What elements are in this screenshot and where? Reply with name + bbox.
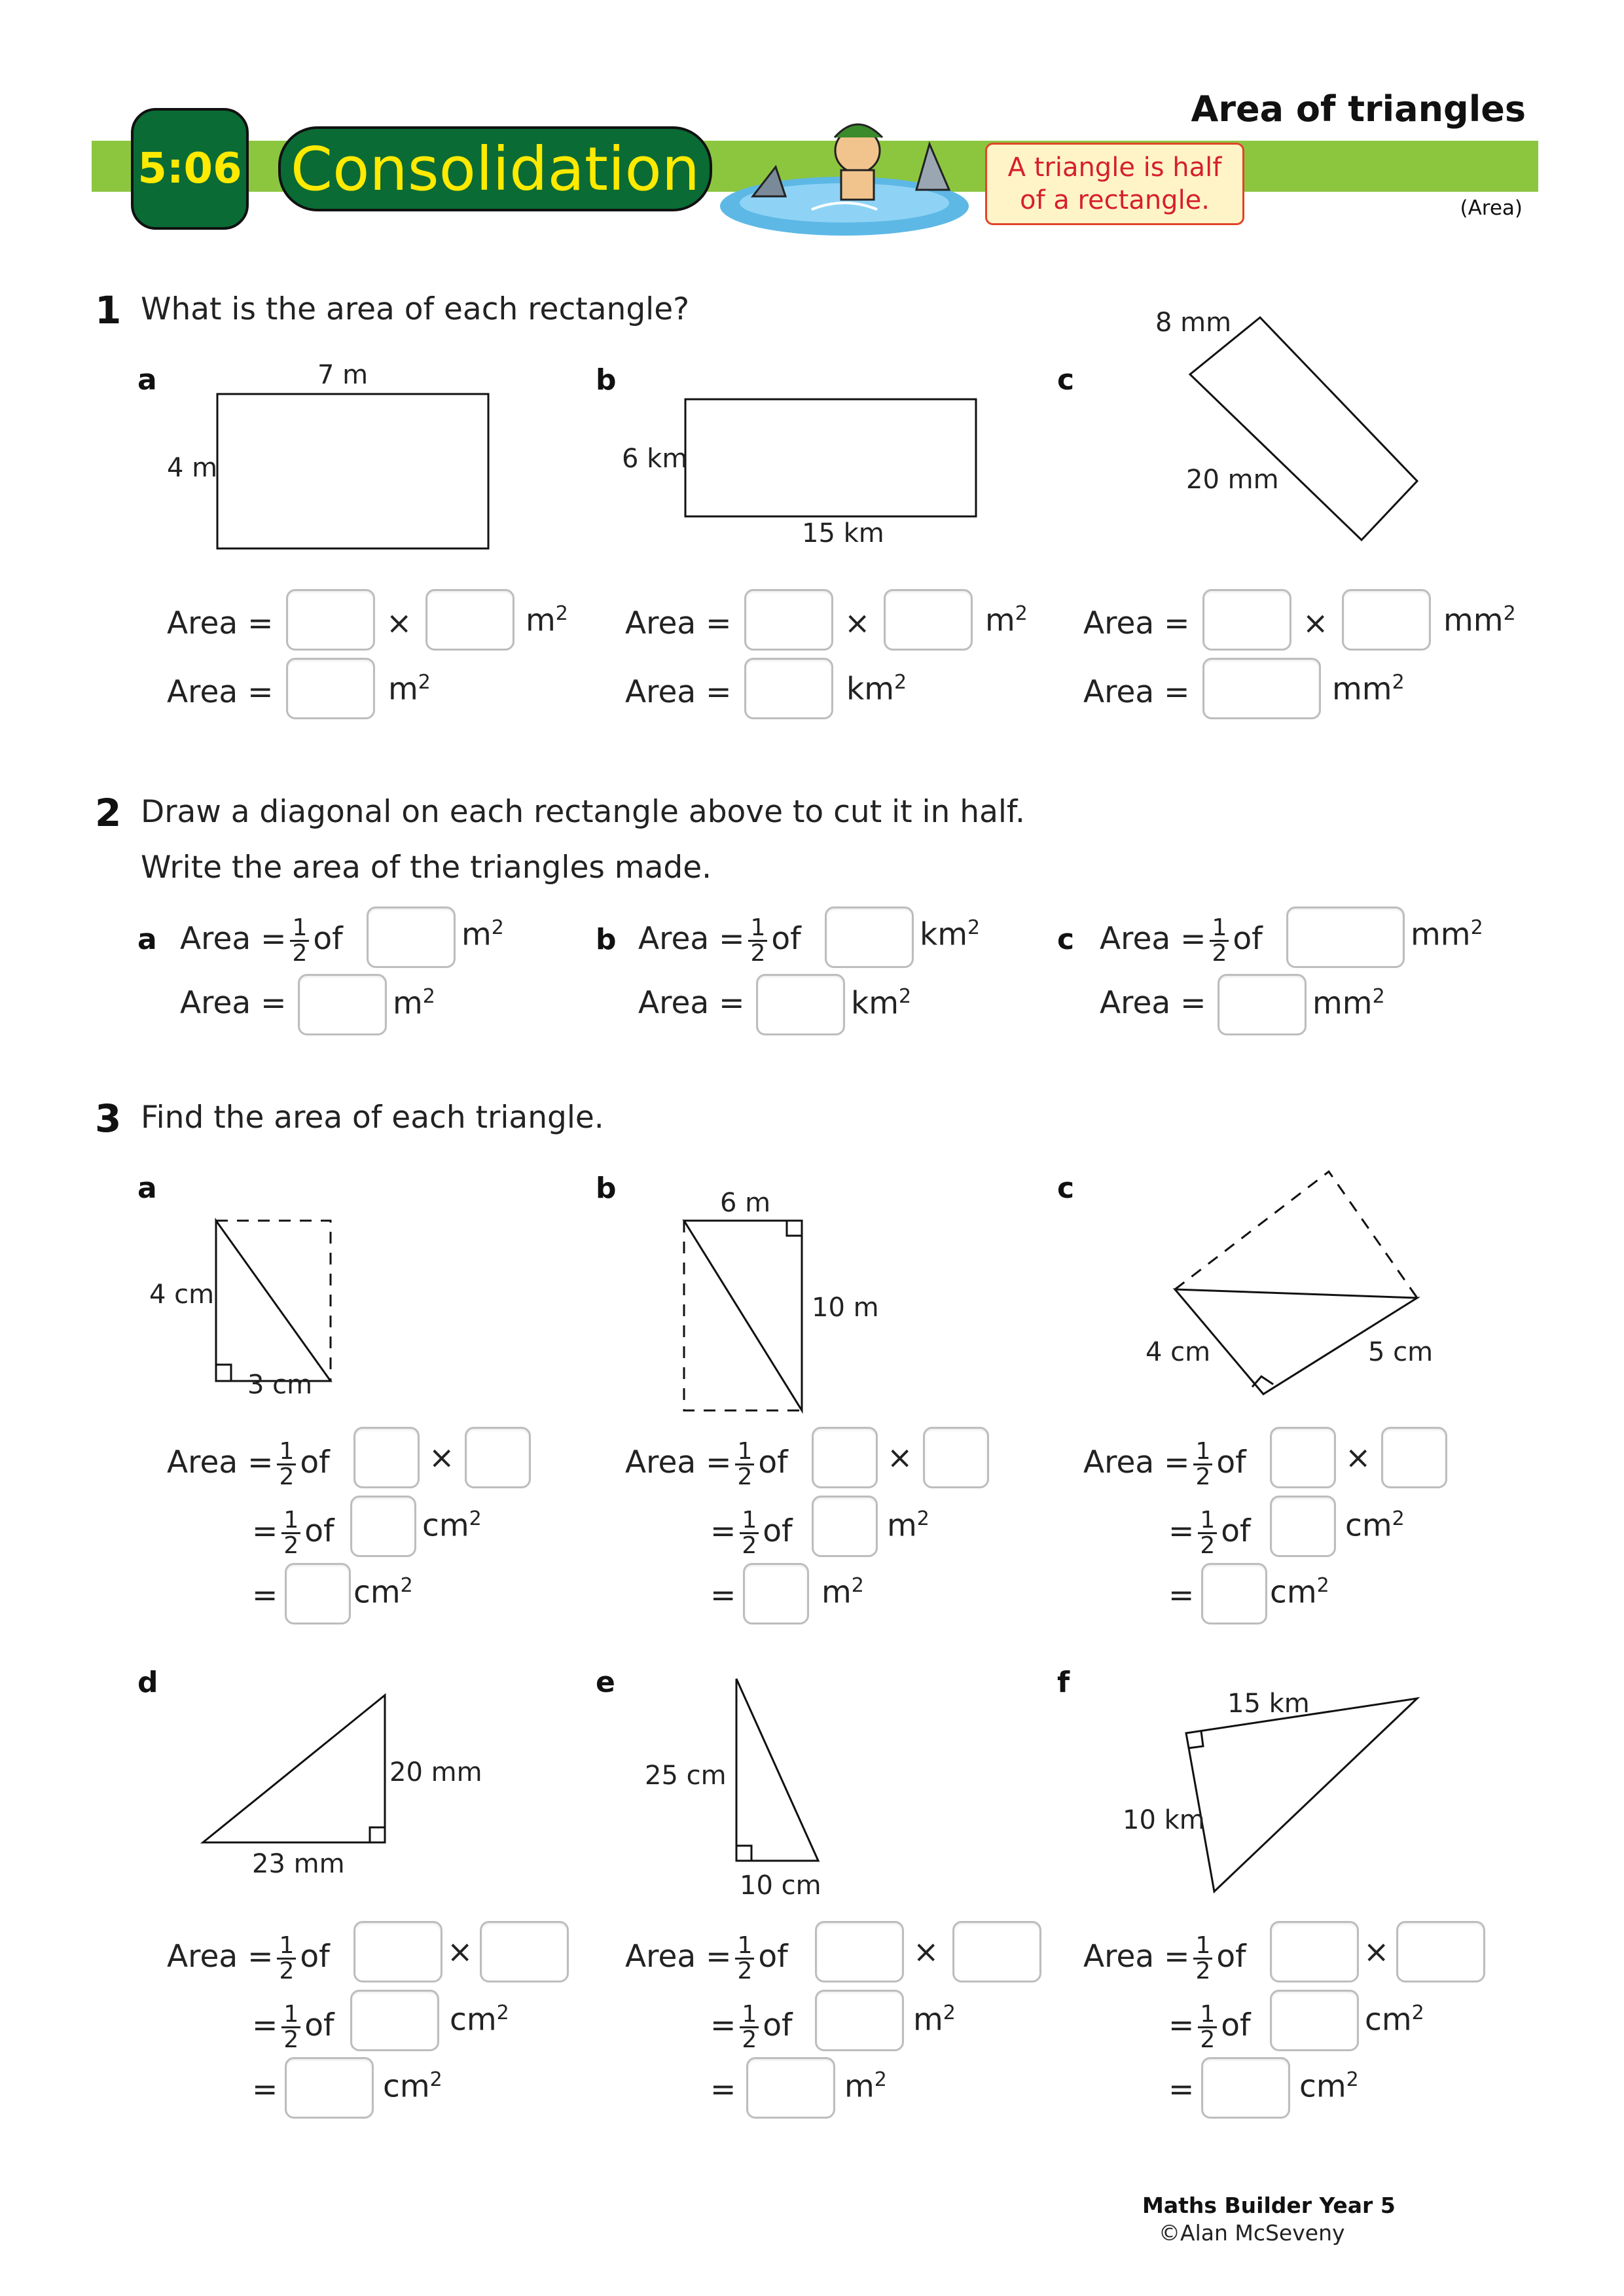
q3a-triangle — [213, 1217, 344, 1388]
q3d-height-box[interactable] — [480, 1921, 569, 1982]
denominator: 2 — [1195, 1463, 1211, 1490]
q3a-line-3: = — [252, 1577, 278, 1613]
squared: 2 — [1372, 985, 1385, 1008]
denominator: 2 — [737, 1463, 753, 1490]
q3c-line-2 — [1168, 1509, 1251, 1558]
squared: 2 — [899, 985, 912, 1008]
question-1-number: 1 — [95, 288, 122, 332]
numerator: 1 — [277, 1440, 296, 1465]
q3e-base-label: 10 cm — [740, 1871, 821, 1901]
q1a-area-eq-1: Area = — [167, 605, 274, 641]
denominator: 2 — [750, 940, 766, 967]
q1a-length-box[interactable] — [286, 589, 375, 651]
numerator: 1 — [1193, 1440, 1212, 1465]
q1b-area-eq-2: Area = — [625, 674, 732, 710]
footer-book-title: Maths Builder Year 5 — [1142, 2193, 1396, 2218]
squared: 2 — [916, 1507, 929, 1530]
denominator: 2 — [1212, 940, 1227, 967]
area-label: Area = — [1083, 1444, 1190, 1480]
q3b-answer-box[interactable] — [743, 1563, 809, 1624]
q3c-product-box[interactable] — [1270, 1496, 1336, 1557]
squared: 2 — [967, 916, 981, 939]
half-fraction — [281, 1509, 300, 1558]
q3d-unit-1 — [450, 2001, 509, 2038]
of-label: of — [758, 1444, 788, 1480]
q2c-rect-area-box[interactable] — [1286, 906, 1405, 968]
denominator: 2 — [283, 1532, 299, 1559]
denominator: 2 — [1200, 2026, 1216, 2053]
q1b-times: × — [844, 605, 871, 641]
q3c-unit-2 — [1270, 1574, 1329, 1611]
q3a-product-box[interactable] — [350, 1496, 416, 1557]
q2c-triangle-area-box[interactable] — [1218, 974, 1307, 1035]
unit: m — [887, 1507, 917, 1544]
q2c-unit-2 — [1312, 985, 1385, 1022]
unit: cm — [383, 2068, 430, 2105]
q1c-times: × — [1303, 605, 1329, 641]
squared: 2 — [1316, 1574, 1329, 1597]
q3e-triangle — [733, 1676, 825, 1865]
half-fraction — [1210, 916, 1229, 965]
of-label: of — [304, 2007, 334, 2043]
q1c-area-eq-1: Area = — [1083, 605, 1190, 641]
q2a-line-2: Area = — [180, 985, 287, 1021]
q3b-product-box[interactable] — [812, 1496, 878, 1557]
squared: 2 — [418, 671, 431, 694]
question-2-text-1: Draw a diagonal on each rectangle above to cut it in half. — [141, 794, 1025, 830]
half-fraction — [277, 1440, 296, 1489]
numerator: 1 — [1193, 1934, 1212, 1960]
q1b-rectangle — [684, 398, 979, 519]
of-label: of — [1221, 2007, 1251, 2043]
q3d-base-label: 23 mm — [252, 1849, 345, 1879]
q2a-rect-area-box[interactable] — [367, 906, 456, 968]
q3f-line-3: = — [1168, 2072, 1195, 2108]
q3a-height-label: 4 cm — [149, 1280, 215, 1310]
q2c-letter: c — [1057, 923, 1075, 956]
q3e-unit-2 — [844, 2068, 887, 2105]
squared: 2 — [491, 916, 504, 939]
q3f-unit-1 — [1365, 2001, 1424, 2038]
unit: m — [388, 671, 418, 708]
q3b-unit-1 — [887, 1507, 929, 1544]
q3e-answer-box[interactable] — [746, 2057, 835, 2119]
q2a-unit-1 — [461, 916, 504, 953]
q1a-area-eq-2: Area = — [167, 674, 274, 710]
q2b-line-1 — [638, 916, 801, 965]
unit: m — [821, 1574, 852, 1611]
page-title: Area of triangles — [1191, 88, 1526, 130]
area-label: Area = — [625, 1444, 732, 1480]
numerator: 1 — [735, 1440, 754, 1465]
of-label: of — [758, 1939, 788, 1975]
q1a-height-label: 4 m — [167, 453, 218, 483]
section-banner: Consolidation — [278, 126, 712, 211]
numerator: 1 — [735, 1934, 754, 1960]
squared: 2 — [1015, 602, 1028, 625]
q3a-line-2 — [252, 1509, 334, 1558]
unit: m — [844, 2068, 875, 2105]
squared: 2 — [874, 2068, 887, 2091]
squared: 2 — [943, 2001, 956, 2024]
unit: mm — [1332, 671, 1392, 708]
tip-line-1: A triangle is half — [1007, 152, 1222, 183]
squared: 2 — [469, 1507, 482, 1530]
denominator: 2 — [279, 1463, 295, 1490]
q1b-area-eq-1: Area = — [625, 605, 732, 641]
q3f-unit-2 — [1299, 2068, 1359, 2105]
q3b-times: × — [887, 1440, 913, 1476]
q3c-height-box[interactable] — [1381, 1427, 1447, 1488]
q3b-line-2 — [710, 1509, 793, 1558]
unit: m — [393, 985, 423, 1022]
q3e-height-label: 25 cm — [645, 1761, 727, 1791]
q3b-triangle — [681, 1217, 812, 1414]
q3b-height-label: 10 m — [812, 1293, 879, 1323]
q3c-base-box[interactable] — [1270, 1427, 1336, 1488]
q1a-letter: a — [137, 363, 157, 397]
q3e-line-2 — [710, 2003, 793, 2052]
unit: mm — [1312, 985, 1373, 1022]
q3d-line-1 — [167, 1934, 330, 1983]
squared: 2 — [894, 671, 907, 694]
q2b-line-2: Area = — [638, 985, 745, 1021]
squared: 2 — [1392, 1507, 1405, 1530]
q2b-unit-2 — [851, 985, 911, 1022]
unit: cm — [1365, 2001, 1412, 2038]
q3a-base-box[interactable] — [353, 1427, 420, 1488]
question-3-number: 3 — [95, 1096, 122, 1141]
q3c-side2-label: 5 cm — [1368, 1337, 1434, 1367]
unit: km — [920, 916, 968, 953]
of-label: of — [1233, 921, 1263, 957]
q3d-line-2 — [252, 2003, 334, 2052]
q3a-unit-1 — [422, 1507, 482, 1544]
q1a-width-box[interactable] — [425, 589, 514, 651]
q2c-line-2: Area = — [1100, 985, 1206, 1021]
q2b-triangle-area-box[interactable] — [756, 974, 845, 1035]
q2b-rect-area-box[interactable] — [825, 906, 914, 968]
q1c-area-box[interactable] — [1202, 658, 1321, 719]
denominator: 2 — [742, 1532, 757, 1559]
denominator: 2 — [292, 940, 308, 967]
unit: cm — [1345, 1507, 1392, 1544]
unit: m — [526, 602, 556, 639]
q3b-base-box[interactable] — [812, 1427, 878, 1488]
q3d-base-box[interactable] — [353, 1921, 442, 1982]
equals: = — [710, 2007, 736, 2043]
q3f-side-label: 10 km — [1123, 1805, 1205, 1835]
q1b-width-box[interactable] — [884, 589, 973, 651]
of-label: of — [1216, 1939, 1246, 1975]
numerator: 1 — [748, 916, 767, 942]
q3c-answer-box[interactable] — [1201, 1563, 1267, 1624]
area-label: Area = — [180, 921, 287, 957]
q3f-answer-box[interactable] — [1201, 2057, 1290, 2119]
numerator: 1 — [277, 1934, 296, 1960]
squared: 2 — [1411, 2001, 1424, 2024]
half-fraction — [1193, 1440, 1212, 1489]
denominator: 2 — [737, 1958, 753, 1984]
squared: 2 — [555, 602, 568, 625]
question-2-number: 2 — [95, 791, 122, 835]
q3f-base-box[interactable] — [1270, 1921, 1359, 1982]
q1c-rectangle — [1178, 314, 1427, 550]
q3e-product-box[interactable] — [815, 1990, 904, 2051]
section-badge: 5:06 — [131, 108, 249, 230]
of-label: of — [300, 1444, 330, 1480]
q3c-line-1 — [1083, 1440, 1246, 1489]
numerator: 1 — [290, 916, 309, 942]
q3f-height-box[interactable] — [1396, 1921, 1485, 1982]
squared: 2 — [422, 985, 435, 1008]
q2a-line-1 — [180, 916, 343, 965]
q3e-times: × — [913, 1934, 939, 1970]
q3b-top-label: 6 m — [720, 1188, 771, 1218]
area-label: Area = — [1083, 1939, 1190, 1975]
q2a-letter: a — [137, 923, 157, 956]
squared: 2 — [851, 1574, 864, 1597]
numerator: 1 — [1198, 2003, 1217, 2028]
unit: km — [851, 985, 899, 1022]
area-label: Area = — [167, 1444, 274, 1480]
q3b-line-3: = — [710, 1577, 736, 1613]
unit: cm — [1299, 2068, 1346, 2105]
q3d-triangle — [200, 1692, 393, 1849]
q3a-line-1 — [167, 1440, 330, 1489]
half-fraction — [290, 916, 309, 965]
q3b-letter: b — [596, 1172, 617, 1205]
q3e-line-1 — [625, 1934, 788, 1983]
footer-copyright: ©Alan McSeveny — [1159, 2220, 1345, 2246]
denominator: 2 — [1200, 1532, 1216, 1559]
q3e-line-3: = — [710, 2072, 736, 2108]
q1c-long-label: 20 mm — [1186, 465, 1279, 495]
numerator: 1 — [281, 1509, 300, 1534]
unit: m — [913, 2001, 943, 2038]
q1a-unit-1 — [526, 602, 568, 639]
area-label: Area = — [638, 921, 745, 957]
of-label: of — [763, 1513, 793, 1549]
unit: m — [461, 916, 492, 953]
q1b-width-label: 15 km — [802, 518, 884, 548]
area-label: Area = — [167, 1939, 274, 1975]
q3f-letter: f — [1057, 1666, 1070, 1699]
mascot-illustration — [713, 98, 969, 242]
equals: = — [252, 1513, 278, 1549]
unit: m — [985, 602, 1015, 639]
equals: = — [252, 2007, 278, 2043]
unit: km — [846, 671, 895, 708]
q3e-unit-1 — [913, 2001, 956, 2038]
denominator: 2 — [742, 2026, 757, 2053]
q3e-height-box[interactable] — [952, 1921, 1041, 1982]
equals: = — [1168, 1513, 1195, 1549]
q2a-unit-2 — [393, 985, 435, 1022]
unit: cm — [422, 1507, 469, 1544]
q3b-height-box[interactable] — [923, 1427, 989, 1488]
q3b-unit-2 — [821, 1574, 864, 1611]
of-label: of — [300, 1939, 330, 1975]
q1b-length-box[interactable] — [744, 589, 833, 651]
squared: 2 — [1392, 671, 1405, 694]
q3d-answer-box[interactable] — [285, 2057, 374, 2119]
unit: cm — [353, 1574, 401, 1611]
q2b-unit-1 — [920, 916, 980, 953]
denominator: 2 — [283, 2026, 299, 2053]
denominator: 2 — [279, 1958, 295, 1984]
of-label: of — [771, 921, 801, 957]
of-label: of — [304, 1513, 334, 1549]
q1c-unit-2 — [1332, 671, 1405, 708]
q1a-area-box[interactable] — [286, 658, 375, 719]
question-3-text: Find the area of each triangle. — [141, 1100, 604, 1136]
area-label: Area = — [625, 1939, 732, 1975]
half-fraction — [1198, 2003, 1217, 2052]
q3a-times: × — [429, 1440, 455, 1476]
q3a-height-box[interactable] — [465, 1427, 531, 1488]
q1b-letter: b — [596, 363, 617, 397]
half-fraction — [735, 1934, 754, 1983]
q3f-top-label: 15 km — [1227, 1689, 1310, 1719]
q3a-letter: a — [137, 1172, 157, 1205]
q3c-side1-label: 4 cm — [1146, 1337, 1211, 1367]
q3e-letter: e — [596, 1666, 615, 1699]
of-label: of — [313, 921, 343, 957]
numerator: 1 — [1198, 1509, 1217, 1534]
q3d-product-box[interactable] — [350, 1990, 439, 2051]
half-fraction — [277, 1934, 296, 1983]
unit: cm — [1270, 1574, 1317, 1611]
q1a-times: × — [386, 605, 412, 641]
equals: = — [1168, 2007, 1195, 2043]
denominator: 2 — [1195, 1958, 1211, 1984]
q3d-height-label: 20 mm — [389, 1757, 482, 1787]
numerator: 1 — [740, 1509, 759, 1534]
numerator: 1 — [1210, 916, 1229, 942]
unit: mm — [1443, 602, 1504, 639]
squared: 2 — [1470, 916, 1483, 939]
q3f-line-1 — [1083, 1934, 1246, 1983]
q1a-rectangle — [216, 393, 491, 550]
q2c-line-1 — [1100, 916, 1263, 965]
numerator: 1 — [740, 2003, 759, 2028]
q1a-unit-2 — [388, 671, 431, 708]
unit: mm — [1411, 916, 1471, 953]
half-fraction — [740, 2003, 759, 2052]
q3d-unit-2 — [383, 2068, 442, 2105]
q1b-unit-1 — [985, 602, 1028, 639]
q1c-area-eq-2: Area = — [1083, 674, 1190, 710]
unit: cm — [450, 2001, 497, 2038]
of-label: of — [1221, 1513, 1251, 1549]
q2c-unit-1 — [1411, 916, 1483, 953]
q3a-answer-box[interactable] — [285, 1563, 351, 1624]
half-fraction — [740, 1509, 759, 1558]
q3c-letter: c — [1057, 1172, 1075, 1205]
squared: 2 — [1346, 2068, 1359, 2091]
question-2-text-2: Write the area of the triangles made. — [141, 850, 712, 886]
half-fraction — [1193, 1934, 1212, 1983]
q2a-triangle-area-box[interactable] — [298, 974, 387, 1035]
area-label: Area = — [1100, 921, 1206, 957]
squared: 2 — [400, 1574, 413, 1597]
numerator: 1 — [281, 2003, 300, 2028]
q3d-times: × — [447, 1934, 473, 1970]
half-fraction — [1198, 1509, 1217, 1558]
q3f-line-2 — [1168, 2003, 1251, 2052]
q1c-short-label: 8 mm — [1155, 308, 1232, 338]
q3c-unit-1 — [1345, 1507, 1405, 1544]
of-label: of — [763, 2007, 793, 2043]
q3d-line-3: = — [252, 2072, 278, 2108]
q3d-letter: d — [137, 1666, 158, 1699]
q3e-base-box[interactable] — [815, 1921, 904, 1982]
tip-line-2: of a rectangle. — [1019, 185, 1210, 215]
squared: 2 — [1503, 602, 1516, 625]
q3f-times: × — [1363, 1934, 1390, 1970]
q1c-length-box[interactable] — [1202, 589, 1291, 651]
q1c-letter: c — [1057, 363, 1075, 397]
q1c-width-box[interactable] — [1342, 589, 1431, 651]
tip-note — [985, 143, 1244, 225]
q1b-height-label: 6 km — [622, 444, 688, 474]
half-fraction — [748, 916, 767, 965]
q1a-width-label: 7 m — [317, 360, 369, 390]
q3a-unit-2 — [353, 1574, 413, 1611]
half-fraction — [735, 1440, 754, 1489]
q1b-unit-2 — [846, 671, 907, 708]
equals: = — [710, 1513, 736, 1549]
of-label: of — [1216, 1444, 1246, 1480]
q3a-base-label: 3 cm — [247, 1370, 313, 1400]
half-fraction — [281, 2003, 300, 2052]
q3c-times: × — [1345, 1440, 1371, 1476]
topic-tag: (Area) — [1460, 196, 1523, 220]
q3c-line-3: = — [1168, 1577, 1195, 1613]
q1b-area-box[interactable] — [744, 658, 833, 719]
q2b-letter: b — [596, 923, 617, 956]
q1c-unit-1 — [1443, 602, 1516, 639]
q3f-triangle — [1178, 1695, 1427, 1898]
question-1-text: What is the area of each rectangle? — [141, 291, 690, 327]
squared: 2 — [429, 2068, 442, 2091]
q3b-line-1 — [625, 1440, 788, 1489]
q3f-product-box[interactable] — [1270, 1990, 1359, 2051]
squared: 2 — [496, 2001, 509, 2024]
